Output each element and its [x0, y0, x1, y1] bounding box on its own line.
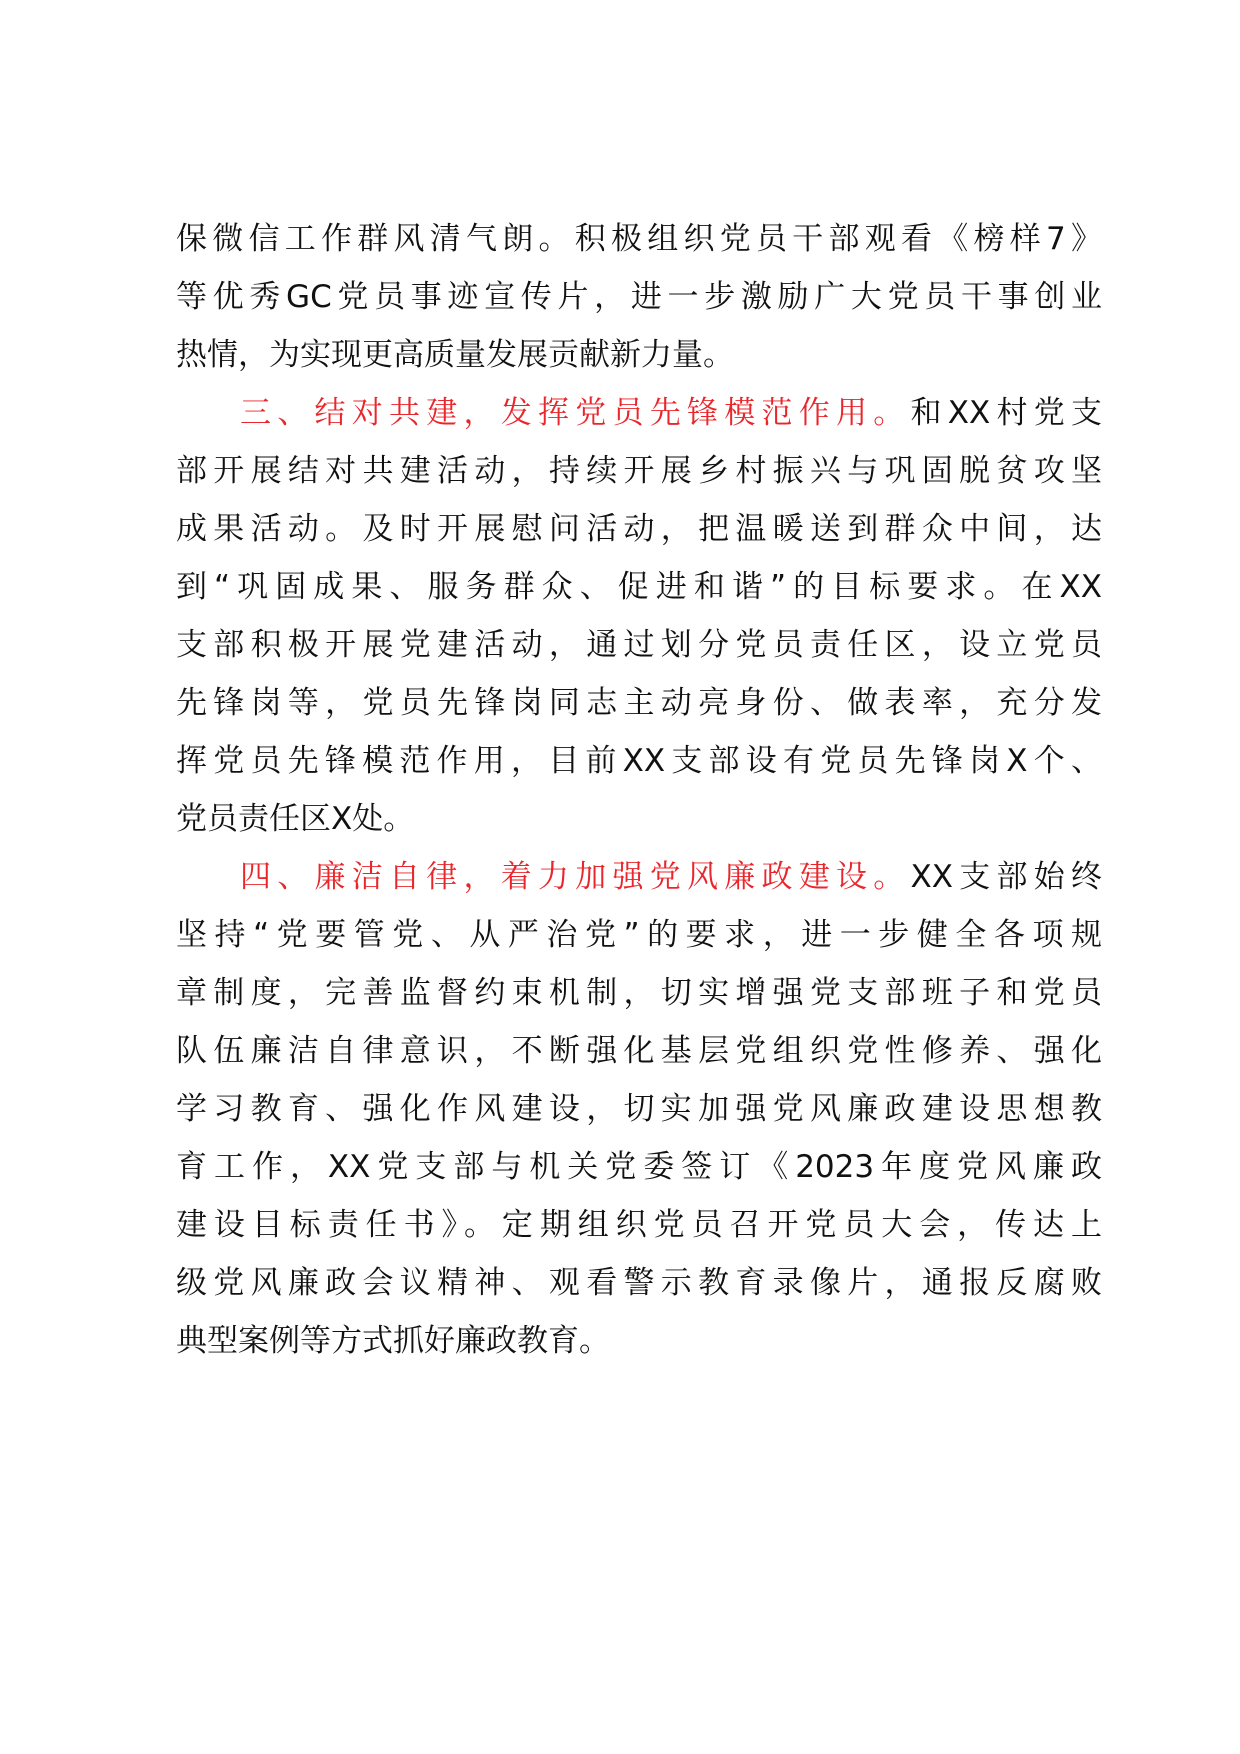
text-line: 先锋岗等，党员先锋岗同志主动亮身份、做表率，充分发: [176, 685, 1102, 721]
text-line: 保微信工作群风清气朗。积极组织党员干部观看《榜样7》: [176, 221, 1102, 257]
text-line: 典型案例等方式抓好廉政教育。: [176, 1323, 610, 1359]
body-text: XX支部始终: [910, 859, 1102, 895]
text-line: 级党风廉政会议精神、观看警示教育录像片，通报反腐败: [176, 1265, 1102, 1301]
text-line: 队伍廉洁自律意识，不断强化基层党组织党性修养、强化: [176, 1033, 1102, 1069]
text-line: 挥党员先锋模范作用，目前XX支部设有党员先锋岗X个、: [176, 743, 1102, 779]
text-line: 支部积极开展党建活动，通过划分党员责任区，设立党员: [176, 627, 1102, 663]
text-line: 章制度，完善监督约束机制，切实增强党支部班子和党员: [176, 975, 1102, 1011]
text-line: 成果活动。及时开展慰问活动，把温暖送到群众中间，达: [176, 511, 1102, 547]
section-heading-4: 四、廉洁自律，着力加强党风廉政建设。: [240, 859, 911, 895]
document-page: [176, 0, 1102, 1754]
text-line: 建设目标责任书》。定期组织党员召开党员大会，传达上: [176, 1207, 1102, 1243]
text-line: 学习教育、强化作风建设，切实加强党风廉政建设思想教: [176, 1091, 1102, 1127]
text-line: 到“巩固成果、服务群众、促进和谐”的目标要求。在XX: [176, 569, 1102, 605]
text-line: 坚持“党要管党、从严治党”的要求，进一步健全各项规: [176, 917, 1102, 953]
text-line: 等优秀GC党员事迹宣传片，进一步激励广大党员干事创业: [176, 279, 1102, 315]
text-line: 热情，为实现更高质量发展贡献新力量。: [176, 337, 734, 373]
section-heading-3: 三、结对共建，发挥党员先锋模范作用。: [240, 395, 911, 431]
body-text: 和XX村党支: [910, 395, 1102, 431]
text-line: 育工作，XX党支部与机关党委签订《2023年度党风廉政: [176, 1149, 1102, 1185]
text-line: [240, 381, 1102, 445]
text-line: 党员责任区X处。: [176, 801, 415, 837]
text-line: 部开展结对共建活动，持续开展乡村振兴与巩固脱贫攻坚: [176, 453, 1102, 489]
text-line: [240, 845, 1102, 909]
